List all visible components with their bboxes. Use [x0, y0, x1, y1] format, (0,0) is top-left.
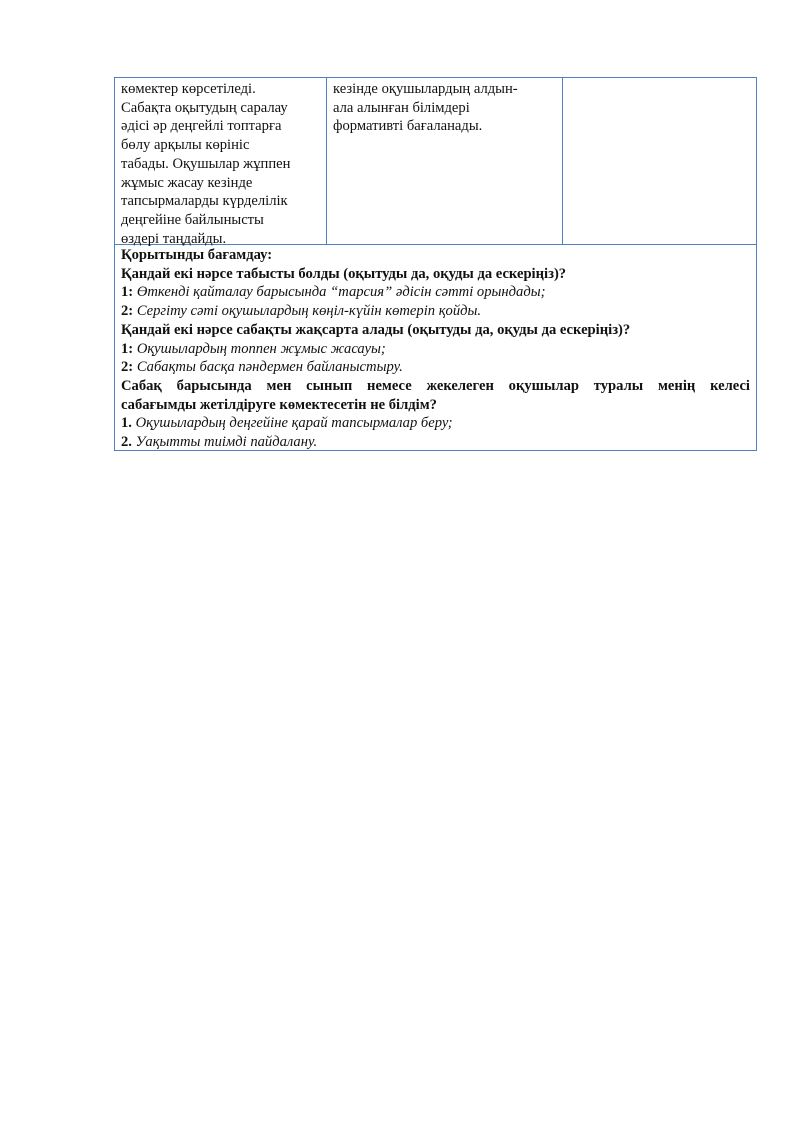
list-item — [121, 302, 750, 321]
question-improvements: Қандай екі нәрсе сабақты жақсарта алады (оқытуды да, оқуды да ескеріңіз)? — [121, 321, 631, 338]
item-text: Оқушылардың деңгейіне қарай тапсырмалар беру; — [135, 415, 453, 432]
item-text: Уақытты тиімді пайдалану. — [135, 434, 318, 451]
cell-text-line: тапсырмаларды күрделілік — [121, 193, 288, 210]
table-cell-differentiation — [115, 78, 327, 247]
cell-text-line: ала алынған білімдері — [333, 99, 470, 116]
cell-text-line: Сабақта оқытудың саралау — [121, 99, 288, 116]
table-row — [114, 77, 757, 245]
cell-text-line: әдісі әр деңгейлі топтарға — [121, 118, 282, 135]
table-cell-empty — [563, 78, 756, 244]
item-number: 1. — [121, 415, 136, 432]
question-successes: Қандай екі нәрсе табысты болды (оқытуды да, оқуды да ескеріңіз)? — [121, 265, 567, 282]
item-number: 2. — [121, 434, 136, 451]
list-item — [121, 414, 750, 433]
cell-text-line: кезінде оқушылардың алдын- — [333, 81, 518, 97]
cell-text-line: жұмыс жасау кезінде — [121, 174, 253, 191]
list-item — [121, 283, 750, 302]
item-number: 1: — [121, 284, 137, 301]
cell-text-line: бөлу арқылы көрініс — [121, 137, 250, 154]
cell-text-line: деңгейіне байлынысты — [121, 211, 264, 228]
item-text: Оқушылардың топпен жұмыс жасауы; — [136, 340, 386, 357]
cell-text-line: өздері таңдайды. — [121, 230, 227, 247]
cell-text-line: көмектер көрсетіледі. — [121, 81, 256, 97]
list-item — [121, 340, 750, 359]
cell-text-line: формативті бағаланады. — [333, 118, 483, 135]
item-number: 2: — [121, 303, 137, 320]
table-cell-assessment — [327, 78, 563, 244]
question-learned — [121, 377, 750, 414]
reflection-cell — [114, 244, 757, 451]
question-line: Сабақ барысында мен сынып немесе жекелеген оқушылар туралы менің келесі — [121, 377, 750, 394]
item-number: 1: — [121, 340, 137, 357]
reflection-title: Қорытынды бағамдау: — [121, 247, 273, 263]
cell-text-line: табады. Оқушылар жұппен — [121, 155, 291, 172]
list-item — [121, 358, 750, 377]
item-number: 2: — [121, 359, 137, 376]
item-text: Сергіту сәті оқушылардың көңіл-күйін көтеріп қойды. — [136, 303, 482, 320]
question-line: сабағымды жетілдіруге көмектесетін не білдім? — [121, 396, 437, 413]
item-text: Өткенді қайталау барысында “тарсия” әдісін сәтті орындады; — [136, 284, 546, 301]
list-item — [121, 433, 750, 452]
item-text: Сабақты басқа пәндермен байланыстыру. — [136, 359, 403, 376]
